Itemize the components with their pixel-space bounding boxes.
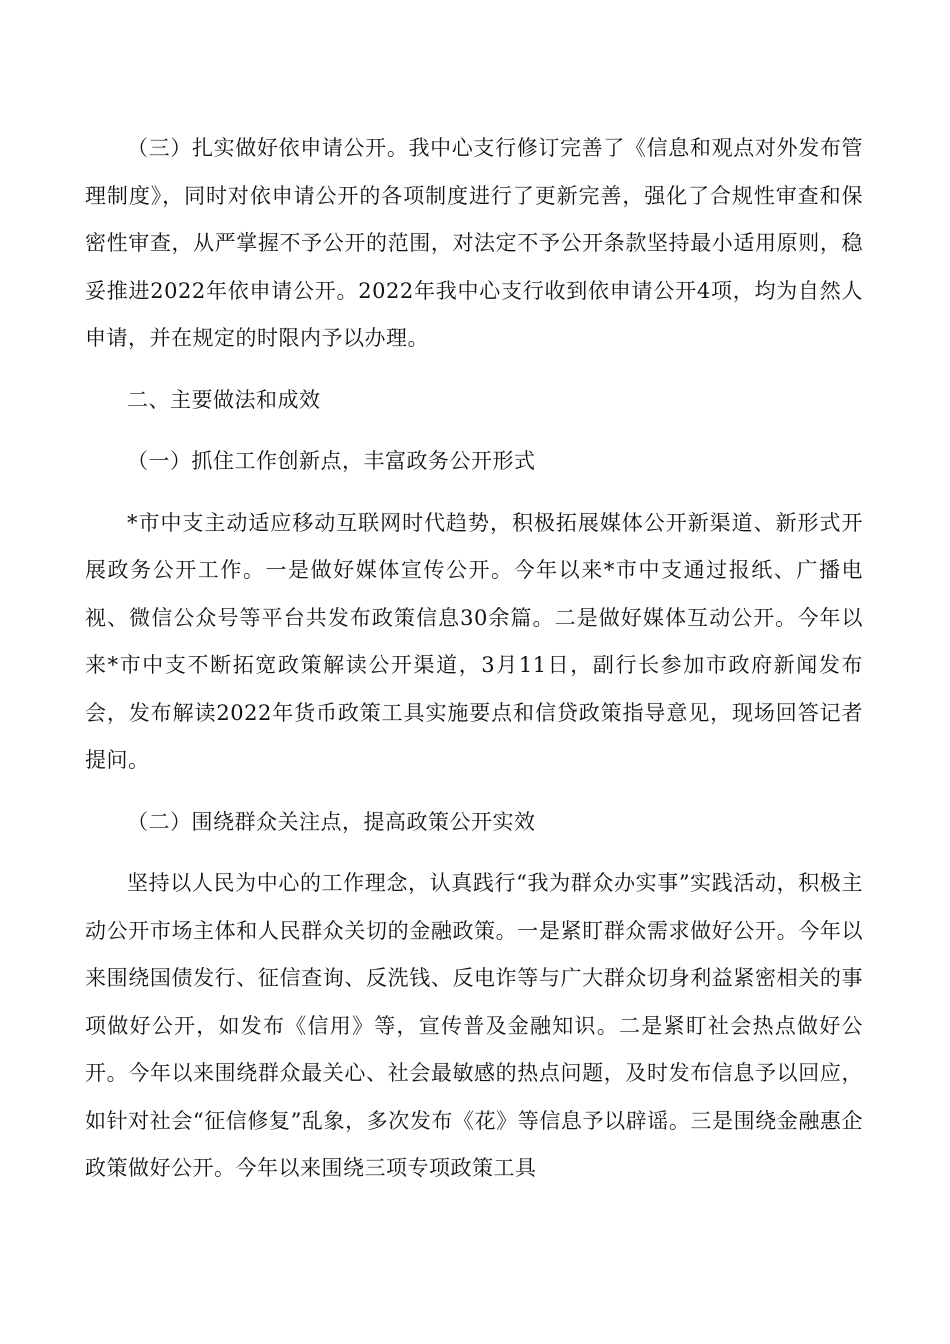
- paragraph-application-disclosure: （三）扎实做好依申请公开。我中心支行修订完善了《信息和观点对外发布管理制度》，同时对依申请公开的各项制度进行了更新完善，强化了合规性审查和保密性审查，从严掌握不予公开的范围，对法定不予公开条款坚持最小适用原则，稳妥推进2022年依申请公开。2022年我中心支行收到依申请公开4项，均为自然人申请，并在规定的时限内予以办理。: [85, 136, 863, 350]
- document-body: [85, 125, 863, 1207]
- paragraph-people-centered: 坚持以人民为中心的工作理念，认真践行“我为群众办实事”实践活动，积极主动公开市场主体和人民群众关切的金融政策。一是紧盯群众需求做好公开。今年以来围绕国债发行、征信查询、反洗钱、反电诈等与广大群众切身利益紧密相关的事项做好公开，如发布《信用》等，宣传普及金融知识。二是紧盯社会热点做好公开。今年以来围绕群众最关心、社会最敏感的热点问题，及时发布信息予以回应，如针对社会“征信修复”乱象，多次发布《花》等信息予以辟谣。三是围绕金融惠企政策做好公开。今年以来围绕三项专项政策工具: [85, 871, 863, 1180]
- subheading-public-concern: （二）围绕群众关注点，提高政策公开实效: [127, 809, 536, 834]
- paragraph-media-disclosure: *市中支主动适应移动互联网时代趋势，积极拓展媒体公开新渠道、新形式开展政务公开工作。一是做好媒体宣传公开。今年以来*市中支通过报纸、广播电视、微信公众号等平台共发布政策信息30余篇。二是做好媒体互动公开。今年以来*市中支不断拓宽政策解读公开渠道，3月11日，副行长参加市政府新闻发布会，发布解读2022年货币政策工具实施要点和信贷政策指导意见，现场回答记者提问。: [85, 510, 863, 772]
- heading-main-practices: 二、主要做法和成效: [127, 387, 321, 412]
- subheading-innovation: （一）抓住工作创新点，丰富政务公开形式: [127, 449, 536, 473]
